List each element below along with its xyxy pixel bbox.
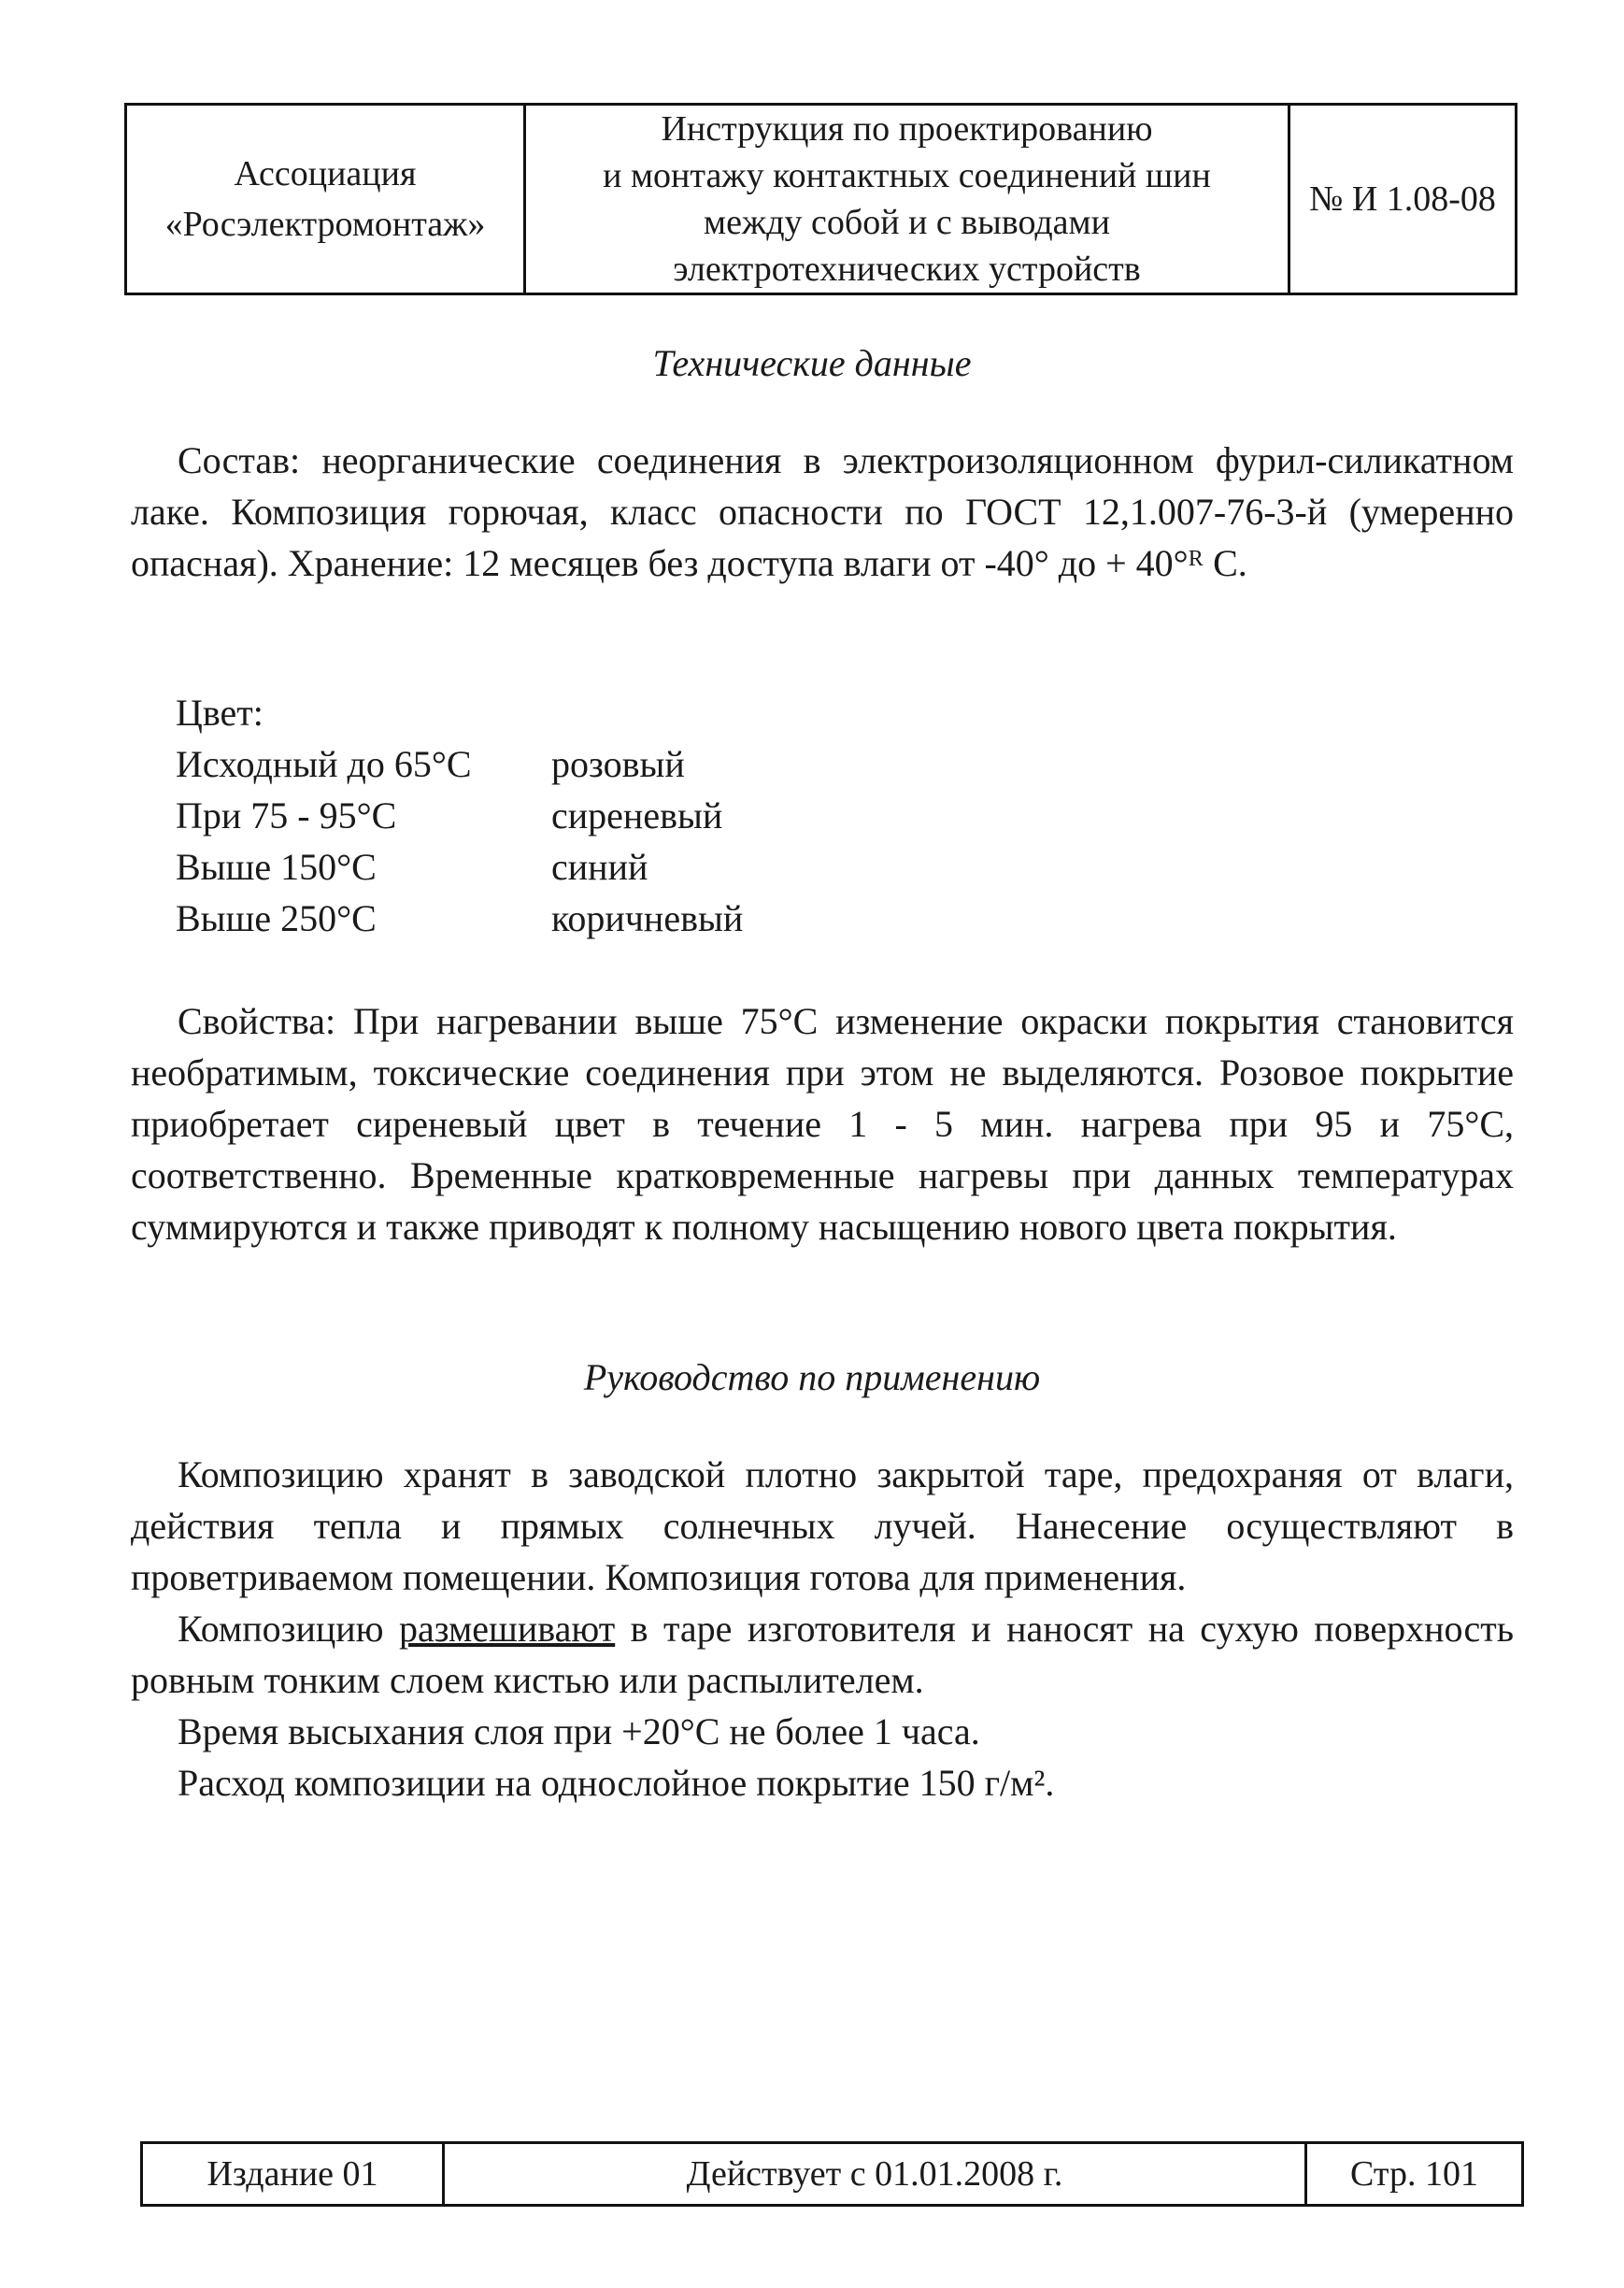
org-name-line1: Ассоциация <box>234 154 417 193</box>
application-text-end: в таре изготовителя и наносят на сухую поверхность ровным тонким слоем кистью или распылителем. <box>131 1608 1514 1701</box>
color-row <box>176 790 743 841</box>
color-value: синий <box>551 846 648 888</box>
color-value: коричневый <box>551 897 744 939</box>
page-number-cell: Стр. 101 <box>1306 2143 1523 2206</box>
section-heading-tech-data: Технические данные <box>652 342 972 384</box>
drying-time-paragraph: Время высыхания слоя при +20°С не более 1 часа. <box>178 1710 980 1752</box>
header-table <box>124 103 1517 295</box>
org-name-line2: «Росэлектромонтаж» <box>164 205 486 244</box>
edition-cell: Издание 01 <box>142 2143 444 2206</box>
color-value: сиреневый <box>551 794 723 837</box>
color-row <box>176 893 743 944</box>
composition-paragraph: Состав: неорганические соединения в электроизоляционном фурил-силикатном лаке. Композиция горючая, класс опасности по ГОСТ 12,1.007-76-3-й (умеренно опасная). Хранение: 12 месяцев без доступа влаги от -40° до + 40°ᴿ С. <box>131 439 1514 584</box>
temperature-condition: Выше 150°С <box>176 846 377 888</box>
temperature-condition: Исходный до 65°С <box>176 743 472 785</box>
temperature-condition: Выше 250°С <box>176 897 377 939</box>
temperature-condition: При 75 - 95°С <box>176 794 397 837</box>
document-title-cell <box>525 105 1289 294</box>
color-row <box>176 738 743 790</box>
application-paragraph <box>131 1603 1514 1706</box>
title-line: Инструкция по проектированию <box>661 109 1153 149</box>
storage-paragraph: Композицию хранят в заводской плотно закрытой таре, предохраняя от влаги, действия тепла и прямых солнечных лучей. Нанесение осуществляют в проветриваемом помещении. Композиция готова для применения. <box>131 1453 1514 1598</box>
application-text-start: Композицию <box>178 1608 399 1650</box>
section-heading-usage-guide: Руководство по применению <box>583 1356 1041 1398</box>
color-row <box>176 841 743 893</box>
properties-paragraph: Свойства: При нагревании выше 75°С изменение окраски покрытия становится необратимым, токсические соединения при этом не выделяются. Розовое покрытие приобретает сиреневый цвет в течение 1 - 5 мин. нагрева при 95 и 75°С, соответственно. Временные кратковременные нагревы при данных температурах суммируются и также приводят к полному насыщению нового цвета покрытия. <box>131 1000 1514 1248</box>
title-line: между собой и с выводами <box>704 203 1110 242</box>
title-line: электротехнических устройств <box>673 250 1141 289</box>
effective-date-cell: Действует с 01.01.2008 г. <box>444 2143 1306 2206</box>
underlined-word: размешивают <box>398 1608 616 1650</box>
consumption-paragraph: Расход композиции на однослойное покрытие 150 г/м². <box>178 1762 1055 1804</box>
footer-table <box>140 2141 1524 2207</box>
color-value: розовый <box>551 743 685 785</box>
color-label: Цвет: <box>176 692 264 734</box>
title-line: и монтажу контактных соединений шин <box>603 156 1211 195</box>
organization-cell <box>126 105 525 294</box>
document-number-cell: № И 1.08-08 <box>1289 105 1517 294</box>
color-table <box>176 687 743 944</box>
